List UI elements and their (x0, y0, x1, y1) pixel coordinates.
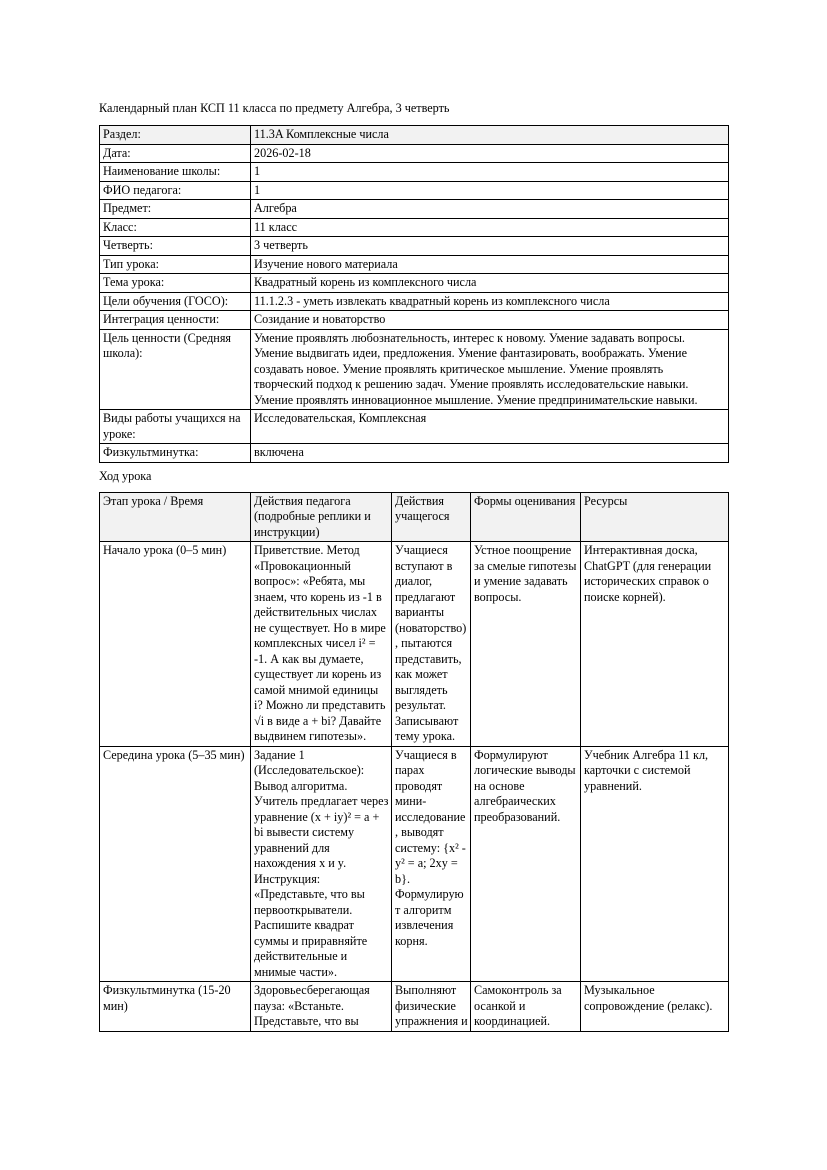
section-heading: Ход урока (99, 468, 152, 483)
table-row (100, 218, 729, 237)
cell-assessment: Самоконтроль за осанкой и координацией. (471, 982, 581, 1032)
info-label: Наименование школы: (100, 163, 251, 182)
info-label: Раздел: (100, 126, 251, 145)
column-header-teacher-actions: Действия педагога (подробные реплики и инструкции) (251, 492, 392, 542)
info-label: Тема урока: (100, 274, 251, 293)
cell-assessment: Формулируют логические выводы на основе алгебраических преобразований. (471, 746, 581, 982)
info-value: Созидание и новаторство (251, 311, 729, 330)
cell-resources: Музыкальное сопровождение (релакс). (581, 982, 729, 1032)
cell-teacher-actions: Приветствие. Метод «Провокационный вопрос»: «Ребята, мы знаем, что корень из -1 в действительных числах не существует. Но в мире комплексных чисел i² = -1. А как вы думаете, существует ли корень из самой мнимой единицы i? Можно ли представить √i в виде a + bi? Давайте выдвинем гипотезы». (251, 542, 392, 747)
info-value: Изучение нового материала (251, 255, 729, 274)
info-value: 1 (251, 181, 729, 200)
info-label: ФИО педагога: (100, 181, 251, 200)
info-label: Четверть: (100, 237, 251, 256)
info-label: Дата: (100, 144, 251, 163)
info-value: 11.1.2.3 - уметь извлекать квадратный корень из комплексного числа (251, 292, 729, 311)
info-label: Класс: (100, 218, 251, 237)
column-header-stage: Этап урока / Время (100, 492, 251, 542)
info-label: Цель ценности (Средняя школа): (100, 329, 251, 410)
cell-student-actions: Учащиеся вступают в диалог, предлагают варианты (новаторство), пытаются представить, как может выглядеть результат. Записывают тему урока. (392, 542, 471, 747)
table-row (100, 311, 729, 330)
table-row (100, 237, 729, 256)
table-row (100, 200, 729, 219)
info-value: Исследовательская, Комплексная (251, 410, 729, 444)
table-row (100, 542, 729, 747)
info-value: 11 класс (251, 218, 729, 237)
column-header-resources: Ресурсы (581, 492, 729, 542)
cell-resources: Учебник Алгебра 11 кл, карточки с системой уравнений. (581, 746, 729, 982)
table-row (100, 410, 729, 444)
info-value: включена (251, 444, 729, 463)
table-row (100, 163, 729, 182)
page-content (99, 100, 728, 1032)
lesson-plan-table (99, 492, 729, 1032)
table-row (100, 181, 729, 200)
column-header-student-actions: Действия учащегося (392, 492, 471, 542)
page-title: Календарный план КСП 11 класса по предмету Алгебра, 3 четверть (99, 101, 450, 115)
cell-student-actions: Выполняют физические упражнения и (392, 982, 471, 1032)
info-value: 1 (251, 163, 729, 182)
table-row (100, 144, 729, 163)
cell-teacher-actions: Задание 1 (Исследовательское): Вывод алгоритма. Учитель предлагает через уравнение (x + iy)² = a + bi вывести систему уравнений для нахождения x и y. Инструкция: «Представьте, что вы первооткрыватели. Распишите квадрат суммы и приравняйте действительные и мнимые части». (251, 746, 392, 982)
info-label: Тип урока: (100, 255, 251, 274)
info-label: Интеграция ценности: (100, 311, 251, 330)
cell-teacher-actions: Здоровьесберегающая пауза: «Встаньте. Представьте, что вы (251, 982, 392, 1032)
cell-stage: Середина урока (5–35 мин) (100, 746, 251, 982)
table-row (100, 255, 729, 274)
info-label: Предмет: (100, 200, 251, 219)
cell-assessment: Устное поощрение за смелые гипотезы и умение задавать вопросы. (471, 542, 581, 747)
info-value: 2026-02-18 (251, 144, 729, 163)
table-row (100, 982, 729, 1032)
cell-stage: Начало урока (0–5 мин) (100, 542, 251, 747)
table-row (100, 274, 729, 293)
cell-stage: Физкультминутка (15-20 мин) (100, 982, 251, 1032)
info-label: Цели обучения (ГОСО): (100, 292, 251, 311)
info-label: Виды работы учащихся на уроке: (100, 410, 251, 444)
info-value: Квадратный корень из комплексного числа (251, 274, 729, 293)
cell-resources: Интерактивная доска, ChatGPT (для генерации исторических справок о поиске корней). (581, 542, 729, 747)
info-value: 11.3A Комплексные числа (251, 126, 729, 145)
cell-student-actions: Учащиеся в парах проводят мини-исследование, выводят систему: {x² - y² = a; 2xy = b}. Формулируют алгоритм извлечения корня. (392, 746, 471, 982)
table-header-row (100, 492, 729, 542)
info-value: Алгебра (251, 200, 729, 219)
lesson-info-table (99, 125, 729, 463)
info-value: Умение проявлять любознательность, интерес к новому. Умение задавать вопросы. Умение выдвигать идеи, предложения. Умение фантазировать, воображать. Умение создавать новое. Умение проявлять критическое мышление. Умение проявлять творческий подход к решению задач. Умение проявлять исследовательские навыки. Умение проявлять инновационное мышление. Умение предпринимательские навыки. (251, 329, 729, 410)
table-row (100, 444, 729, 463)
table-row (100, 126, 729, 145)
info-label: Физкультминутка: (100, 444, 251, 463)
column-header-assessment: Формы оценивания (471, 492, 581, 542)
table-row (100, 746, 729, 982)
table-row (100, 329, 729, 410)
table-row (100, 292, 729, 311)
info-value: 3 четверть (251, 237, 729, 256)
